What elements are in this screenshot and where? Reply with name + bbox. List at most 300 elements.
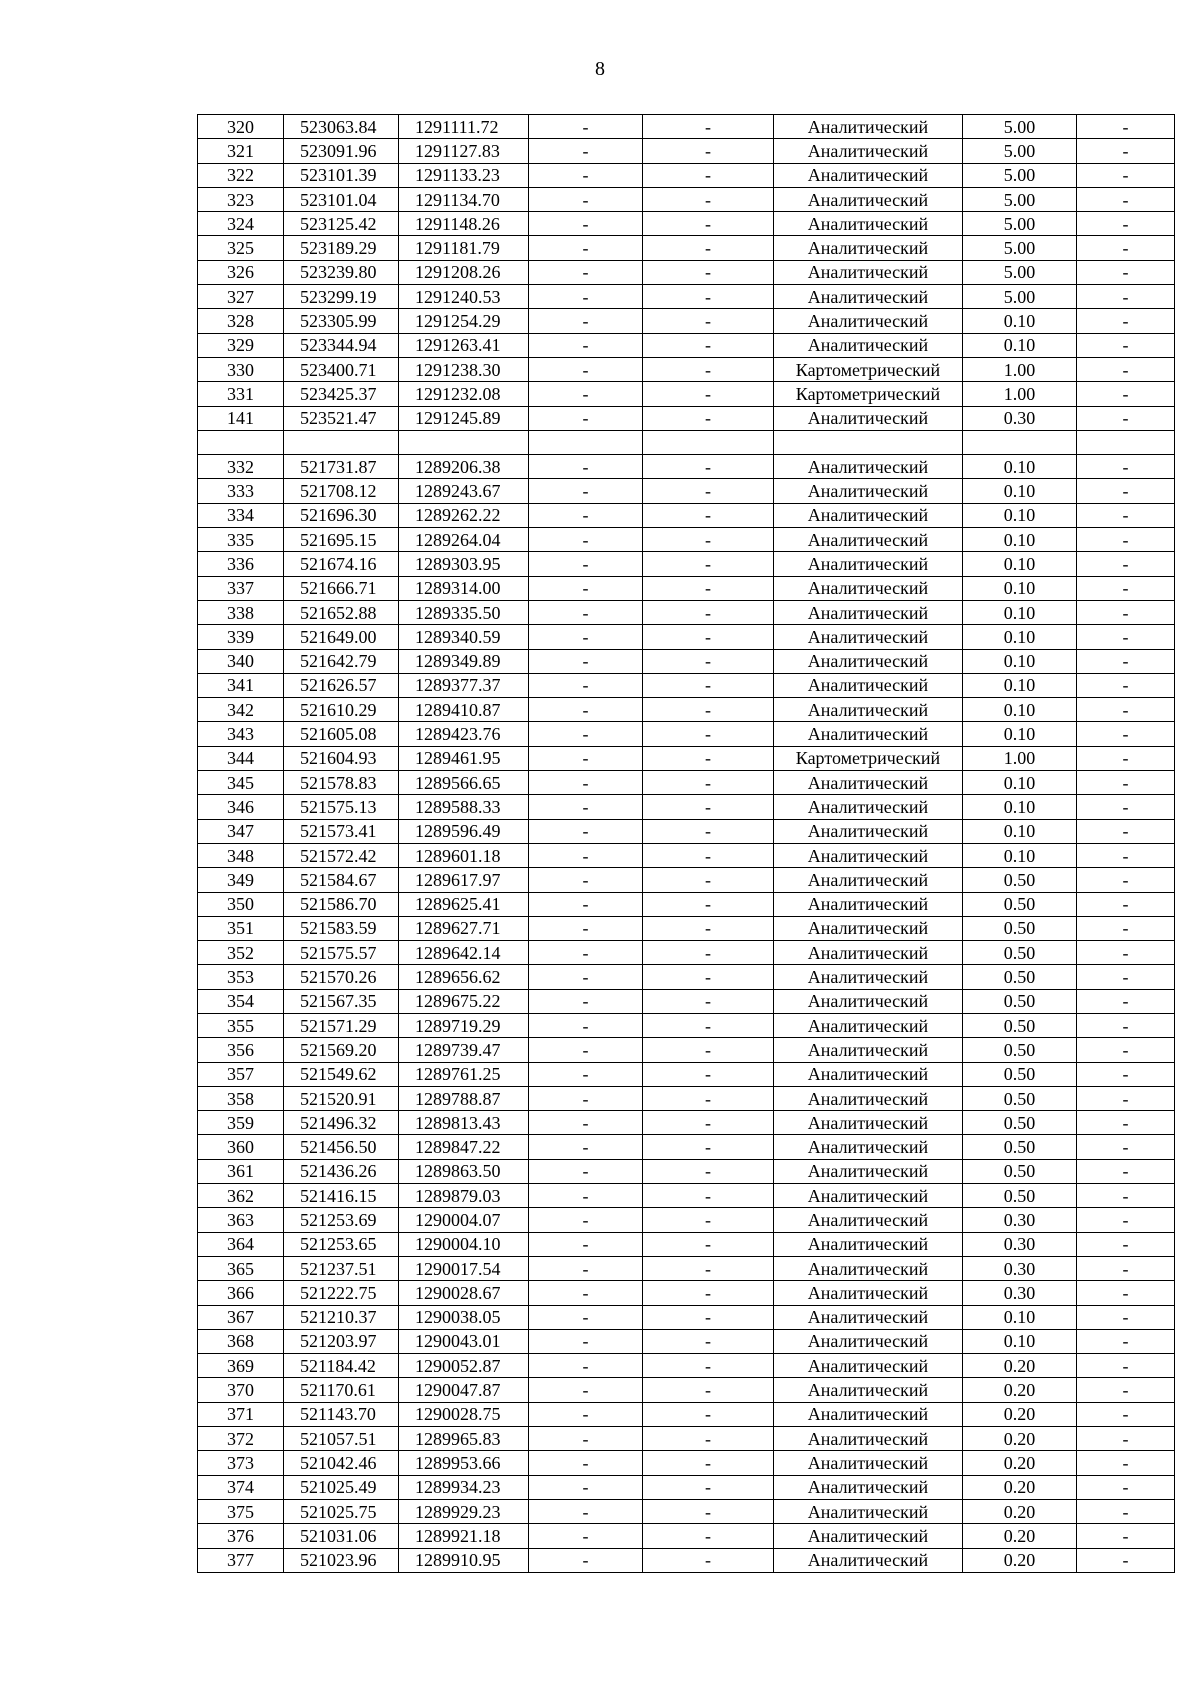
dash-cell-b: - [643,528,774,552]
x-coordinate-cell: 521731.87 [284,455,399,479]
accuracy-cell: 0.20 [963,1378,1077,1402]
table-row [198,163,1175,187]
y-coordinate-cell: 1289314.00 [399,576,529,600]
dash-cell-b: - [643,649,774,673]
point-number-cell: 349 [198,868,284,892]
point-number-cell: 324 [198,212,284,236]
dash-cell-c: - [1077,1062,1175,1086]
point-number-cell: 376 [198,1524,284,1548]
dash-cell-a: - [529,722,643,746]
dash-cell-a: - [529,212,643,236]
dash-cell-b: - [643,1111,774,1135]
x-coordinate-cell: 523101.39 [284,163,399,187]
dash-cell-b: - [643,115,774,139]
dash-cell-c: - [1077,1305,1175,1329]
dash-cell-b: - [643,1475,774,1499]
accuracy-cell: 0.10 [963,600,1077,624]
dash-cell-a: - [529,479,643,503]
method-cell: Аналитический [774,503,963,527]
accuracy-cell [963,430,1077,454]
dash-cell-b: - [643,1086,774,1110]
dash-cell-a: - [529,309,643,333]
accuracy-cell: 0.10 [963,503,1077,527]
dash-cell-a: - [529,1256,643,1280]
dash-cell-c [1077,430,1175,454]
dash-cell-a: - [529,1013,643,1037]
dash-cell-c: - [1077,1038,1175,1062]
dash-cell-b: - [643,819,774,843]
dash-cell-b: - [643,1208,774,1232]
dash-cell-a: - [529,1086,643,1110]
point-number-cell: 327 [198,285,284,309]
dash-cell-a: - [529,552,643,576]
accuracy-cell: 0.10 [963,1305,1077,1329]
dash-cell-b: - [643,1378,774,1402]
y-coordinate-cell: 1291240.53 [399,285,529,309]
method-cell: Аналитический [774,139,963,163]
y-coordinate-cell: 1290028.67 [399,1281,529,1305]
y-coordinate-cell: 1289410.87 [399,698,529,722]
dash-cell-c: - [1077,1208,1175,1232]
method-cell: Аналитический [774,309,963,333]
point-number-cell: 336 [198,552,284,576]
dash-cell-b: - [643,479,774,503]
y-coordinate-cell: 1290004.07 [399,1208,529,1232]
dash-cell-c: - [1077,625,1175,649]
y-coordinate-cell: 1291208.26 [399,260,529,284]
x-coordinate-cell: 521253.69 [284,1208,399,1232]
table-row [198,795,1175,819]
table-row [198,1548,1175,1572]
accuracy-cell: 0.50 [963,1111,1077,1135]
dash-cell-a: - [529,163,643,187]
dash-cell-c: - [1077,455,1175,479]
point-number-cell: 343 [198,722,284,746]
dash-cell-c: - [1077,1111,1175,1135]
y-coordinate-cell: 1289953.66 [399,1451,529,1475]
table-row [198,576,1175,600]
method-cell: Аналитический [774,260,963,284]
dash-cell-a: - [529,600,643,624]
dash-cell-b: - [643,625,774,649]
accuracy-cell: 0.30 [963,406,1077,430]
table-row [198,1111,1175,1135]
dash-cell-a: - [529,771,643,795]
dash-cell-a: - [529,1281,643,1305]
method-cell: Аналитический [774,1427,963,1451]
point-number-cell: 366 [198,1281,284,1305]
y-coordinate-cell: 1290038.05 [399,1305,529,1329]
dash-cell-a: - [529,285,643,309]
y-coordinate-cell: 1289377.37 [399,673,529,697]
x-coordinate-cell: 521642.79 [284,649,399,673]
x-coordinate-cell: 523239.80 [284,260,399,284]
point-number-cell: 325 [198,236,284,260]
dash-cell-b: - [643,503,774,527]
dash-cell-a: - [529,1427,643,1451]
dash-cell-b: - [643,236,774,260]
x-coordinate-cell: 523344.94 [284,333,399,357]
method-cell: Аналитический [774,163,963,187]
dash-cell-c: - [1077,746,1175,770]
method-cell: Аналитический [774,892,963,916]
y-coordinate-cell: 1289588.33 [399,795,529,819]
x-coordinate-cell: 523305.99 [284,309,399,333]
table-row [198,1329,1175,1353]
dash-cell-c: - [1077,1548,1175,1572]
x-coordinate-cell: 521222.75 [284,1281,399,1305]
accuracy-cell: 0.20 [963,1524,1077,1548]
point-number-cell: 354 [198,989,284,1013]
dash-cell-c: - [1077,843,1175,867]
table-row [198,1402,1175,1426]
method-cell: Аналитический [774,187,963,211]
x-coordinate-cell: 521575.57 [284,941,399,965]
dash-cell-c: - [1077,260,1175,284]
y-coordinate-cell: 1289965.83 [399,1427,529,1451]
dash-cell-c: - [1077,989,1175,1013]
accuracy-cell: 0.50 [963,892,1077,916]
table-row [198,916,1175,940]
table-row [198,965,1175,989]
y-coordinate-cell: 1289788.87 [399,1086,529,1110]
dash-cell-c: - [1077,1329,1175,1353]
method-cell: Аналитический [774,333,963,357]
dash-cell-b: - [643,406,774,430]
point-number-cell: 346 [198,795,284,819]
y-coordinate-cell: 1291134.70 [399,187,529,211]
dash-cell-c: - [1077,139,1175,163]
table-row [198,625,1175,649]
method-cell: Аналитический [774,600,963,624]
dash-cell-a: - [529,892,643,916]
table-row [198,819,1175,843]
table-row [198,1208,1175,1232]
table-row [198,528,1175,552]
dash-cell-c: - [1077,552,1175,576]
x-coordinate-cell: 521605.08 [284,722,399,746]
dash-cell-c: - [1077,1524,1175,1548]
x-coordinate-cell: 521184.42 [284,1354,399,1378]
method-cell: Аналитический [774,1402,963,1426]
accuracy-cell: 0.20 [963,1427,1077,1451]
method-cell: Аналитический [774,1354,963,1378]
point-number-cell: 339 [198,625,284,649]
x-coordinate-cell: 521031.06 [284,1524,399,1548]
dash-cell-c: - [1077,965,1175,989]
dash-cell-b: - [643,357,774,381]
method-cell: Картометрический [774,357,963,381]
point-number-cell: 323 [198,187,284,211]
point-number-cell: 370 [198,1378,284,1402]
method-cell: Аналитический [774,1062,963,1086]
accuracy-cell: 0.10 [963,479,1077,503]
dash-cell-c: - [1077,795,1175,819]
accuracy-cell: 0.10 [963,673,1077,697]
accuracy-cell: 0.10 [963,552,1077,576]
dash-cell-b: - [643,576,774,600]
accuracy-cell: 0.10 [963,722,1077,746]
dash-cell-a: - [529,1475,643,1499]
dash-cell-c: - [1077,649,1175,673]
dash-cell-b: - [643,916,774,940]
x-coordinate-cell: 521042.46 [284,1451,399,1475]
accuracy-cell: 0.10 [963,576,1077,600]
y-coordinate-cell: 1289847.22 [399,1135,529,1159]
method-cell: Аналитический [774,1038,963,1062]
method-cell: Аналитический [774,1232,963,1256]
x-coordinate-cell: 523189.29 [284,236,399,260]
point-number-cell: 363 [198,1208,284,1232]
x-coordinate-cell: 521575.13 [284,795,399,819]
method-cell: Аналитический [774,819,963,843]
accuracy-cell: 0.50 [963,1062,1077,1086]
method-cell: Аналитический [774,1208,963,1232]
y-coordinate-cell: 1291127.83 [399,139,529,163]
dash-cell-a: - [529,1111,643,1135]
dash-cell-a: - [529,139,643,163]
y-coordinate-cell: 1289910.95 [399,1548,529,1572]
x-coordinate-cell [284,430,399,454]
x-coordinate-cell: 521057.51 [284,1427,399,1451]
table-row [198,1378,1175,1402]
dash-cell-b: - [643,552,774,576]
point-number-cell: 326 [198,260,284,284]
method-cell: Аналитический [774,455,963,479]
y-coordinate-cell: 1289739.47 [399,1038,529,1062]
dash-cell-a: - [529,673,643,697]
x-coordinate-cell: 521674.16 [284,552,399,576]
table-row [198,187,1175,211]
dash-cell-a: - [529,455,643,479]
dash-cell-c: - [1077,187,1175,211]
dash-cell-b: - [643,285,774,309]
y-coordinate-cell: 1291181.79 [399,236,529,260]
accuracy-cell: 1.00 [963,357,1077,381]
table-row [198,1256,1175,1280]
x-coordinate-cell: 521567.35 [284,989,399,1013]
dash-cell-c: - [1077,941,1175,965]
dash-cell-b: - [643,382,774,406]
accuracy-cell: 0.10 [963,528,1077,552]
table-row [198,139,1175,163]
table-row [198,552,1175,576]
x-coordinate-cell: 521496.32 [284,1111,399,1135]
accuracy-cell: 0.30 [963,1256,1077,1280]
dash-cell-b: - [643,1013,774,1037]
dash-cell-c: - [1077,868,1175,892]
dash-cell-c: - [1077,1013,1175,1037]
table-row [198,1475,1175,1499]
dash-cell-a: - [529,1378,643,1402]
dash-cell-a: - [529,260,643,284]
dash-cell-b: - [643,1499,774,1523]
dash-cell-c: - [1077,1256,1175,1280]
table-row [198,1013,1175,1037]
table-separator-row [198,430,1175,454]
dash-cell-b: - [643,1281,774,1305]
table-row [198,479,1175,503]
dash-cell-a: - [529,1499,643,1523]
accuracy-cell: 0.30 [963,1281,1077,1305]
x-coordinate-cell: 523091.96 [284,139,399,163]
x-coordinate-cell: 521520.91 [284,1086,399,1110]
accuracy-cell: 0.10 [963,698,1077,722]
point-number-cell: 369 [198,1354,284,1378]
dash-cell-a: - [529,1548,643,1572]
accuracy-cell: 0.50 [963,1013,1077,1037]
point-number-cell: 347 [198,819,284,843]
point-number-cell: 358 [198,1086,284,1110]
accuracy-cell: 0.10 [963,771,1077,795]
dash-cell-a: - [529,1208,643,1232]
method-cell: Картометрический [774,382,963,406]
point-number-cell: 377 [198,1548,284,1572]
dash-cell-c: - [1077,1232,1175,1256]
y-coordinate-cell: 1289206.38 [399,455,529,479]
dash-cell-b: - [643,1135,774,1159]
dash-cell-c: - [1077,528,1175,552]
method-cell: Аналитический [774,1281,963,1305]
y-coordinate-cell: 1289863.50 [399,1159,529,1183]
y-coordinate-cell: 1291133.23 [399,163,529,187]
dash-cell-c: - [1077,1499,1175,1523]
y-coordinate-cell: 1289349.89 [399,649,529,673]
method-cell: Аналитический [774,868,963,892]
table-row [198,309,1175,333]
dash-cell-b: - [643,187,774,211]
y-coordinate-cell: 1289423.76 [399,722,529,746]
dash-cell-a: - [529,1232,643,1256]
x-coordinate-cell: 521586.70 [284,892,399,916]
x-coordinate-cell: 521210.37 [284,1305,399,1329]
accuracy-cell: 5.00 [963,260,1077,284]
dash-cell-a: - [529,868,643,892]
dash-cell-c: - [1077,771,1175,795]
x-coordinate-cell: 521696.30 [284,503,399,527]
table-row [198,1232,1175,1256]
accuracy-cell: 0.20 [963,1402,1077,1426]
dash-cell-c: - [1077,236,1175,260]
table-row [198,892,1175,916]
accuracy-cell: 0.20 [963,1475,1077,1499]
accuracy-cell: 0.10 [963,333,1077,357]
x-coordinate-cell: 521666.71 [284,576,399,600]
method-cell: Аналитический [774,698,963,722]
x-coordinate-cell: 523125.42 [284,212,399,236]
point-number-cell: 353 [198,965,284,989]
table-body [198,115,1175,1573]
dash-cell-a: - [529,1184,643,1208]
dash-cell-c: - [1077,916,1175,940]
table-row [198,600,1175,624]
dash-cell-a: - [529,503,643,527]
dash-cell-b: - [643,1038,774,1062]
y-coordinate-cell: 1289675.22 [399,989,529,1013]
table-row [198,1038,1175,1062]
table-row [198,698,1175,722]
method-cell: Аналитический [774,722,963,746]
dash-cell-b: - [643,1062,774,1086]
x-coordinate-cell: 521578.83 [284,771,399,795]
accuracy-cell: 0.10 [963,1329,1077,1353]
point-number-cell: 337 [198,576,284,600]
dash-cell-b: - [643,212,774,236]
x-coordinate-cell: 521143.70 [284,1402,399,1426]
accuracy-cell: 5.00 [963,187,1077,211]
point-number-cell: 357 [198,1062,284,1086]
dash-cell-c: - [1077,673,1175,697]
y-coordinate-cell: 1291238.30 [399,357,529,381]
x-coordinate-cell: 521569.20 [284,1038,399,1062]
accuracy-cell: 0.10 [963,795,1077,819]
table-row [198,1159,1175,1183]
dash-cell-c: - [1077,479,1175,503]
dash-cell-a: - [529,1305,643,1329]
point-number-cell: 365 [198,1256,284,1280]
method-cell: Аналитический [774,406,963,430]
y-coordinate-cell: 1290004.10 [399,1232,529,1256]
dash-cell-b: - [643,1354,774,1378]
dash-cell-b: - [643,795,774,819]
dash-cell-b: - [643,309,774,333]
dash-cell-c: - [1077,1184,1175,1208]
point-number-cell: 371 [198,1402,284,1426]
dash-cell-b: - [643,600,774,624]
dash-cell-c: - [1077,600,1175,624]
y-coordinate-cell: 1289625.41 [399,892,529,916]
y-coordinate-cell: 1289719.29 [399,1013,529,1037]
method-cell: Аналитический [774,1524,963,1548]
method-cell: Аналитический [774,212,963,236]
dash-cell-a: - [529,1062,643,1086]
x-coordinate-cell: 523425.37 [284,382,399,406]
point-number-cell: 335 [198,528,284,552]
y-coordinate-cell: 1289656.62 [399,965,529,989]
dash-cell-a: - [529,1038,643,1062]
table-row [198,941,1175,965]
point-number-cell: 341 [198,673,284,697]
dash-cell-b: - [643,941,774,965]
method-cell: Аналитический [774,236,963,260]
table-row [198,1499,1175,1523]
point-number-cell: 332 [198,455,284,479]
dash-cell-a: - [529,698,643,722]
dash-cell-c: - [1077,406,1175,430]
dash-cell-b: - [643,333,774,357]
y-coordinate-cell: 1291245.89 [399,406,529,430]
point-number-cell: 367 [198,1305,284,1329]
accuracy-cell: 0.10 [963,625,1077,649]
dash-cell-b: - [643,1329,774,1353]
dash-cell-b [643,430,774,454]
point-number-cell: 373 [198,1451,284,1475]
point-number-cell: 331 [198,382,284,406]
dash-cell-a: - [529,236,643,260]
x-coordinate-cell: 521170.61 [284,1378,399,1402]
dash-cell-b: - [643,771,774,795]
y-coordinate-cell: 1290047.87 [399,1378,529,1402]
point-number-cell: 351 [198,916,284,940]
point-number-cell: 352 [198,941,284,965]
point-number-cell: 362 [198,1184,284,1208]
method-cell: Аналитический [774,1184,963,1208]
point-number-cell: 364 [198,1232,284,1256]
method-cell: Аналитический [774,1159,963,1183]
table-row [198,382,1175,406]
dash-cell-b: - [643,673,774,697]
method-cell: Аналитический [774,1086,963,1110]
